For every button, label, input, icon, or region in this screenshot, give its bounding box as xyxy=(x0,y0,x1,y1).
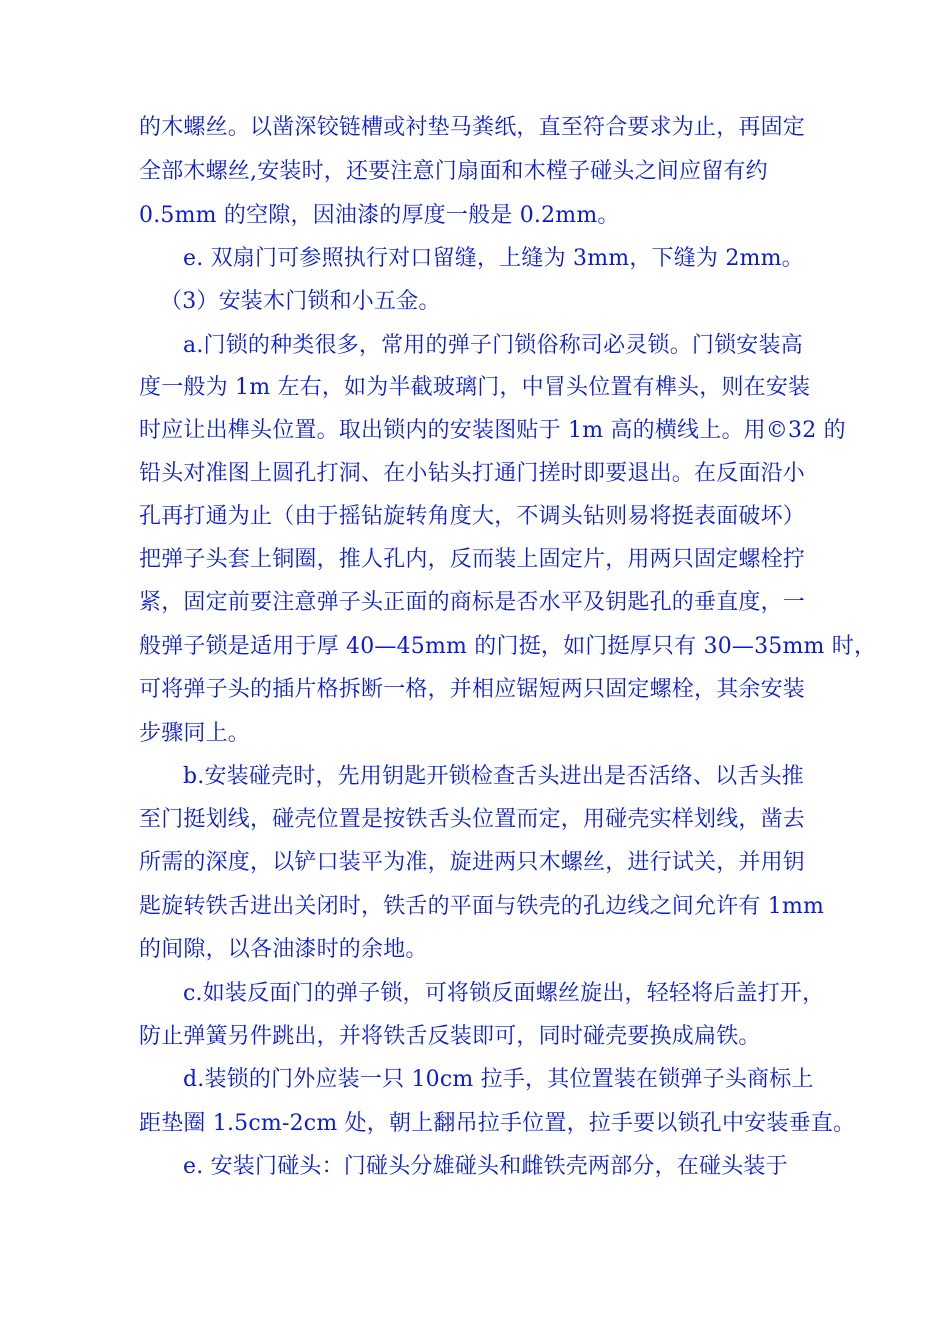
text-line: 时应让出榫头位置。取出锁内的安装图贴于 1m 高的横线上。用©32 的 xyxy=(139,418,846,443)
text-line: e. 双扇门可参照执行对口留缝，上缝为 3mm，下缝为 2mm。 xyxy=(183,246,804,271)
text-line: 孔再打通为止（由于摇钻旋转角度大，不调头钻则易将挺表面破坏） xyxy=(139,504,806,529)
text-line: 的木螺丝。以凿深铰链槽或衬垫马粪纸，直至符合要求为止，再固定 xyxy=(139,115,806,140)
text-line: d.装锁的门外应装一只 10cm 拉手，其位置装在锁弹子头商标上 xyxy=(183,1067,814,1092)
text-line: 铅头对准图上圆孔打洞、在小钻头打通门搓时即要退出。在反面沿小 xyxy=(139,461,806,486)
text-line: 全部木螺丝,安装时，还要注意门扇面和木樘子碰头之间应留有约 xyxy=(139,159,768,184)
text-line: e. 安装门碰头：门碰头分雄碰头和雌铁壳两部分，在碰头装于 xyxy=(183,1154,788,1179)
text-line: 距垫圈 1.5cm-2cm 处，朝上翻吊拉手位置，拉手要以锁孔中安装垂直。 xyxy=(139,1111,856,1136)
text-line: b.安装碰壳时，先用钥匙开锁检查舌头进出是否活络、以舌头推 xyxy=(183,764,804,789)
section-heading: （3）安装木门锁和小五金。 xyxy=(160,289,441,314)
text-line: 紧，固定前要注意弹子头正面的商标是否水平及钥匙孔的垂直度，一 xyxy=(139,590,806,615)
text-line: c.如装反面门的弹子锁，可将锁反面螺丝旋出，轻轻将后盖打开， xyxy=(183,981,825,1006)
text-line: 的间隙，以各油漆时的余地。 xyxy=(139,937,428,962)
text-line: 度一般为 1m 左右，如为半截玻璃门，中冒头位置有榫头，则在安装 xyxy=(139,375,811,400)
text-line: 把弹子头套上铜圈，推人孔内，反而装上固定片，用两只固定螺栓拧 xyxy=(139,547,806,572)
text-line: a.门锁的种类很多，常用的弹子门锁俗称司必灵锁。门锁安装高 xyxy=(183,333,803,358)
text-line: 防止弹簧另件跳出，并将铁舌反装即可，同时碰壳要换成扁铁。 xyxy=(139,1024,761,1049)
text-line: 0.5mm 的空隙，因油漆的厚度一般是 0.2mm。 xyxy=(139,203,620,228)
text-line: 匙旋转铁舌进出关闭时，铁舌的平面与铁壳的孔边线之间允许有 1mm xyxy=(139,894,825,919)
text-line: 步骤同上。 xyxy=(139,721,251,746)
text-line: 所需的深度，以铲口装平为准，旋进两只木螺丝，进行试关，并用钥 xyxy=(139,850,806,875)
text-line: 般弹子锁是适用于厚 40—45mm 的门挺，如门挺厚只有 30—35mm 时， xyxy=(139,634,877,659)
text-line: 至门挺划线，碰壳位置是按铁舌头位置而定，用碰壳实样划线，凿去 xyxy=(139,807,806,832)
text-line: 可将弹子头的插片格拆断一格，并相应锯短两只固定螺栓，其余安装 xyxy=(139,677,806,702)
